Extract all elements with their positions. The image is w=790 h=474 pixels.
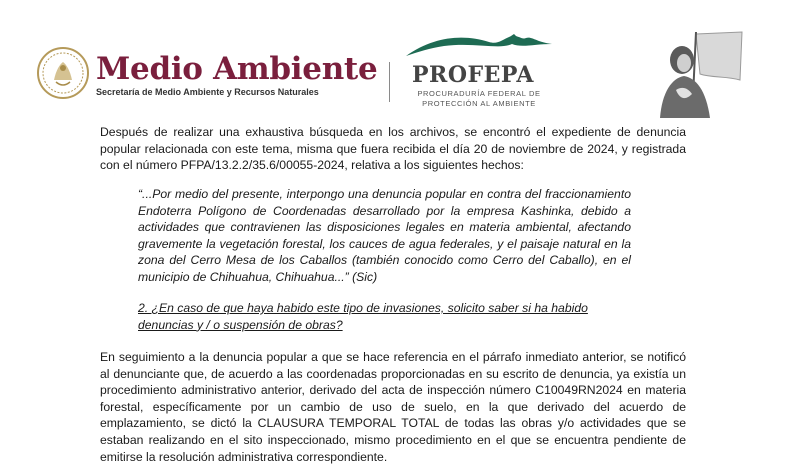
complaint-quote: “...Por medio del presente, interpongo una denuncia popular en contra del fraccionamiento Endoterra Polígono de Coordenadas desarrollado por la empresa Kashinka, debido a actividades que contravienen las disposiciones legales en materia ambiental, afectando gravemente la vegetación forestal, los cauces de agua federales, y el paisaje natural en la zona del Cerro Mesa de los Caballos (también conocido como Cerro del Caballo), en el municipio de Chihuahua, Chihuahua...” (Sic) [138,187,631,284]
profepa-subtitle: PROCURADURÍA FEDERAL DE PROTECCIÓN AL AMBIENTE [417,89,541,108]
brand-block [96,52,377,97]
brand-title: Medio Ambiente [96,51,378,87]
profepa-logo-icon [404,32,554,62]
paragraph-follow-up: En seguimiento a la denuncia popular a que se hace referencia en el párrafo inmediato anterior, se notificó al denunciante que, de acuerdo a las coordenadas proporcionadas en su escrito de denuncia, ya existía un procedimiento administrativo anterior, derivado del acta de inspección número C10049RN2024 en materia forestal, específicamente por un cambio de uso de suelo, en la que derivado del acuerdo de emplazamiento, se dictó la CLAUSURA TEMPORAL TOTAL de todas las obras y/o actividades que se estaban realizando en el sito inspeccionado, mismo procedimiento en el que se encuentra pendiente de emitirse la resolución administrativa correspondiente. [100,350,686,464]
heroine-flag-icon [656,30,744,120]
letterhead [0,0,790,118]
paragraph-file-found: Después de realizar una exhaustiva búsqueda en los archivos, se encontró el expediente de denuncia popular relacionada con este tema, misma que fuera recibida el día 20 de noviembre de 2024, y registrada con el número PFPA/13.2.2/35.6/00055-2024, relativa a los siguientes hechos: [100,125,686,173]
national-seal-icon [36,46,90,100]
header-divider [389,62,390,102]
profepa-name: PROFEPA [412,62,534,88]
question-2: 2. ¿En caso de que haya habido este tipo de invasiones, solicito saber si ha habido denuncias y / o suspensión de obras? [138,301,588,332]
brand-subtitle: Secretaría de Medio Ambiente y Recursos Naturales [96,87,319,97]
